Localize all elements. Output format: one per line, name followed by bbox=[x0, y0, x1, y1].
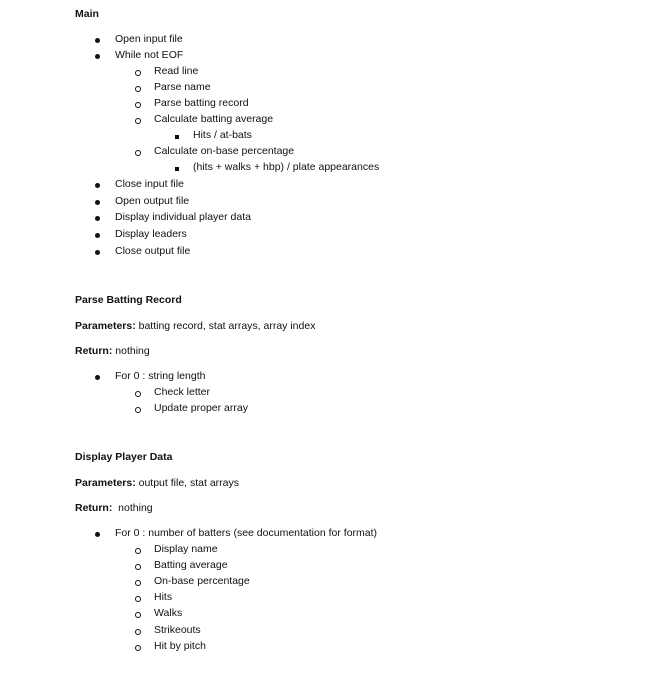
list-item: Update proper array bbox=[154, 402, 248, 414]
list-item: For 0 : string length bbox=[115, 370, 206, 382]
bullet-disc-icon bbox=[95, 246, 100, 259]
parameters-line bbox=[75, 320, 315, 333]
parameters-value: batting record, stat arrays, array index bbox=[135, 320, 316, 332]
list-item: Open output file bbox=[115, 195, 190, 207]
list-item: Calculate on-base percentage bbox=[154, 145, 295, 157]
bullet-circle-icon bbox=[135, 576, 141, 590]
list-item: Read line bbox=[154, 65, 199, 77]
bullet-circle-icon bbox=[135, 641, 141, 655]
bullet-disc-icon bbox=[95, 229, 100, 242]
return-value: nothing bbox=[112, 345, 150, 357]
bullet-square-icon bbox=[175, 130, 179, 143]
bullet-square-icon bbox=[175, 162, 179, 175]
parse-batting-record-heading: Parse Batting Record bbox=[75, 294, 182, 306]
list-item: (hits + walks + hbp) / plate appearances bbox=[193, 161, 380, 173]
bullet-circle-icon bbox=[135, 592, 141, 606]
bullet-circle-icon bbox=[135, 66, 141, 80]
bullet-disc-icon bbox=[95, 179, 100, 192]
display-player-data-heading: Display Player Data bbox=[75, 451, 173, 463]
return-line bbox=[75, 345, 150, 358]
bullet-disc-icon bbox=[95, 528, 100, 541]
list-item: Parse name bbox=[154, 81, 211, 93]
list-item: Display leaders bbox=[115, 228, 187, 240]
list-item: Display name bbox=[154, 543, 218, 555]
bullet-circle-icon bbox=[135, 544, 141, 558]
bullet-disc-icon bbox=[95, 50, 100, 63]
parameters-label: Parameters: bbox=[75, 320, 136, 332]
bullet-circle-icon bbox=[135, 114, 141, 128]
list-item: Parse batting record bbox=[154, 97, 249, 109]
main-heading: Main bbox=[75, 8, 99, 20]
list-item: Display individual player data bbox=[115, 211, 251, 223]
list-item: Hits / at-bats bbox=[193, 129, 252, 141]
list-item: For 0 : number of batters (see documentation for format) bbox=[115, 527, 378, 539]
list-item: Hit by pitch bbox=[154, 640, 206, 652]
bullet-circle-icon bbox=[135, 82, 141, 96]
return-line bbox=[75, 502, 153, 515]
parameters-value: output file, stat arrays bbox=[135, 477, 240, 489]
list-item: While not EOF bbox=[115, 49, 184, 61]
list-item: Walks bbox=[154, 607, 183, 619]
bullet-circle-icon bbox=[135, 98, 141, 112]
list-item: Check letter bbox=[154, 386, 211, 398]
list-item: Batting average bbox=[154, 559, 228, 571]
bullet-circle-icon bbox=[135, 146, 141, 160]
bullet-circle-icon bbox=[135, 625, 141, 639]
list-item: Hits bbox=[154, 591, 173, 603]
bullet-disc-icon bbox=[95, 34, 100, 47]
bullet-circle-icon bbox=[135, 403, 141, 417]
list-item: Close output file bbox=[115, 245, 191, 257]
list-item: Strikeouts bbox=[154, 624, 201, 636]
list-item: Open input file bbox=[115, 33, 183, 45]
list-item: Calculate batting average bbox=[154, 113, 274, 125]
return-label: Return: bbox=[75, 345, 113, 357]
list-item: Close input file bbox=[115, 178, 184, 190]
bullet-circle-icon bbox=[135, 560, 141, 574]
return-label: Return: bbox=[75, 502, 113, 514]
bullet-disc-icon bbox=[95, 212, 100, 225]
parameters-line bbox=[75, 477, 239, 490]
bullet-disc-icon bbox=[95, 371, 100, 384]
bullet-disc-icon bbox=[95, 196, 100, 209]
parameters-label: Parameters: bbox=[75, 477, 136, 489]
return-value: nothing bbox=[112, 502, 153, 514]
list-item: On-base percentage bbox=[154, 575, 250, 587]
bullet-circle-icon bbox=[135, 387, 141, 401]
bullet-circle-icon bbox=[135, 608, 141, 622]
